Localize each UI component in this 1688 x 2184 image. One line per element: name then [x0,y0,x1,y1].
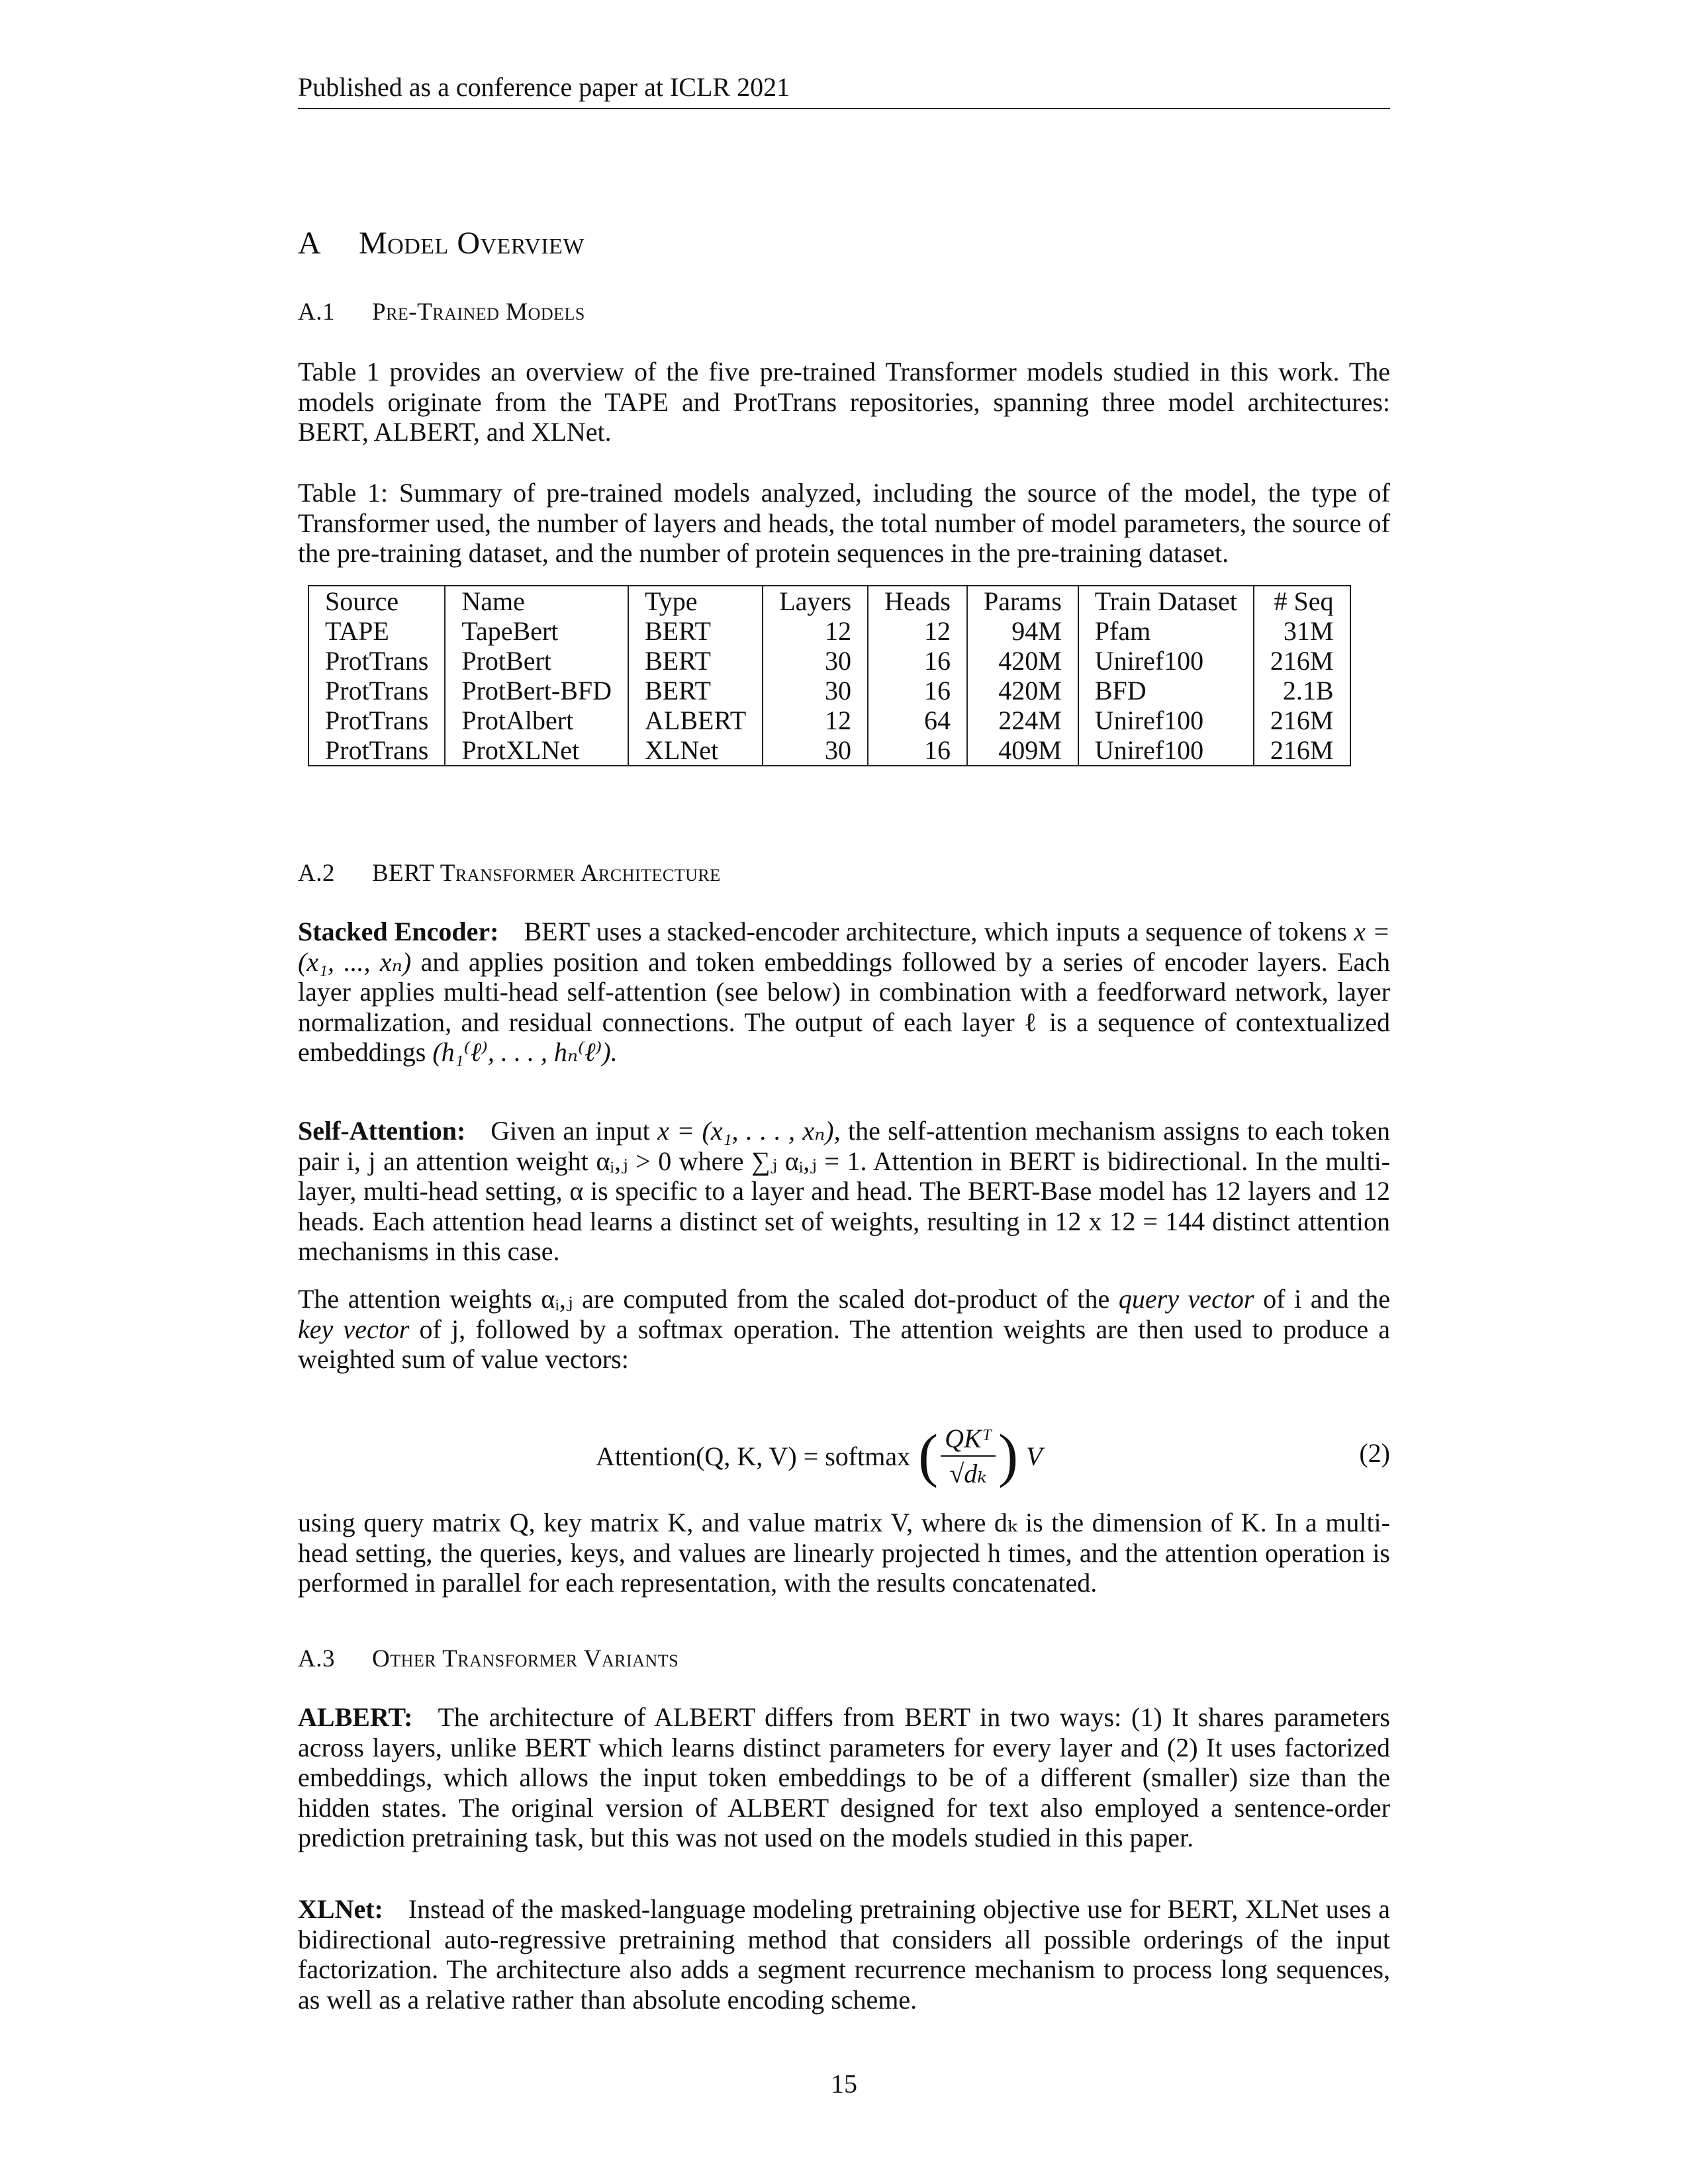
subsection-heading-a3 [298,1645,1390,1673]
table-cell: ALBERT [628,705,763,735]
paragraph-text: of j, followed by a softmax operation. The attention weights are then used to produce a weighted sum of value vectors: [298,1314,1390,1374]
table-cell: ProtTrans [325,705,429,735]
stacked-encoder-paragraph [298,917,1390,1068]
subsection-title: Other Transformer Variants [372,1645,679,1672]
attention-weights-block [298,1284,1390,1375]
equation-rhs: V [1026,1441,1043,1471]
subsection-heading-a2 [298,859,1390,887]
table-header-row [308,586,1350,616]
math-inline: x = (x₁, ..., xₙ) [298,917,1391,977]
math-inline: (h₁⁽ℓ⁾, . . . , hₙ⁽ℓ⁾). [432,1037,618,1067]
table-cell: Pfam [1078,616,1254,646]
after-equation-paragraph: using query matrix Q, key matrix K, and value matrix V, where dₖ is the dimension of K. In a multi-head setting, the queries, keys, and values are linearly projected h times, and the attention operation is performed in parallel for each representation, with the results concatenated. [298,1508,1390,1598]
table-cell: 16 [868,676,967,705]
equation-lhs: Attention(Q, K, V) = softmax [596,1441,911,1471]
paragraph-text: The attention weights αᵢ,ⱼ are computed from the scaled dot-product of the [298,1284,1110,1314]
table-header: Type [628,586,763,616]
stacked-encoder-block [298,917,1390,1068]
subsection-heading-a1 [298,298,1390,326]
table-cell: XLNet [628,735,763,766]
subsection-title: Pre-Trained Models [372,298,585,326]
equation-2 [298,1403,1390,1502]
table-cell: 94M [967,616,1078,646]
table-cell: 216M [1254,646,1350,676]
table-cell: 30 [763,735,868,766]
albert-block [298,1702,1390,1853]
table-cell: 216M [1254,705,1350,735]
subsection-number: A.1 [298,298,335,326]
albert-paragraph [298,1702,1390,1853]
paragraph-text: The architecture of ALBERT differs from BERT in two ways: (1) It shares parameters across layers, unlike BERT which learns distinct parameters for every layer and (2) It uses factorized embeddings, which allows the input token embeddings to be of a different (smaller) size than the hidden states. The original version of ALBERT designed for text also employed a sentence-order prediction pretraining task, but this was not used on the models studied in this paper. [298,1702,1390,1852]
table-header: Name [445,586,628,616]
after-equation-block [298,1508,1390,1598]
equation-number: (2) [1359,1438,1390,1468]
subsection-number: A.2 [298,860,335,887]
emphasis: key vector [298,1314,410,1344]
paragraph-text: of i and the [1263,1284,1390,1314]
table-cell: Uniref100 [1078,735,1254,766]
section-title: Model Overview [359,226,585,261]
models-table [308,585,1351,766]
emphasis: query vector [1118,1284,1254,1314]
table-cell: 12 [763,616,868,646]
equation-numerator: QKᵀ [941,1423,996,1457]
attention-weights-paragraph [298,1284,1390,1375]
table-cell: ProtTrans [325,646,429,676]
table-header: Train Dataset [1078,586,1254,616]
table-cell: ProtTrans [325,735,429,765]
table-cell: 12 [868,616,967,646]
xlnet-block [298,1894,1390,2015]
table-row [308,735,1350,766]
table-row [308,616,1350,646]
math-inline: x = (x₁, . . . , xₙ), [657,1116,841,1146]
table-cell: 409M [967,735,1078,766]
table-cell: 30 [763,646,868,676]
table-cell: ProtXLNet [445,735,628,766]
table-cell: 12 [763,705,868,735]
paragraph-text: Given an input [491,1116,650,1146]
table-cell: TapeBert [445,616,628,646]
table-cell: 420M [967,676,1078,705]
subsection-number: A.3 [298,1645,335,1672]
table-cell: 216M [1254,735,1350,766]
paragraph-text: BERT uses a stacked-encoder architecture, which inputs a sequence of tokens [524,917,1347,946]
table-cell: 224M [967,705,1078,735]
section-number: A [298,226,322,261]
paragraph-text: and applies position and token embeddings followed by a series of encoder layers. Each layer applies multi-head self-attention (see below) in combination with a feedforward network, layer normalization, and residual connections. The output of each layer ℓ is a sequence of contextualized embeddings [298,946,1391,1067]
table-header: Layers [763,586,868,616]
self-attention-block [298,1116,1390,1267]
paragraph-text: Instead of the masked-language modeling pretraining objective use for BERT, XLNet uses a bidirectional auto-regressive pretraining method that considers all possible orderings of the input factorization. The architecture also adds a segment recurrence mechanism to process long sequences, as well as a relative rather than absolute encoding scheme. [298,1894,1390,2015]
section-heading [298,225,1390,261]
table-cell: 16 [868,735,967,766]
self-attention-paragraph [298,1116,1390,1267]
equation-body [596,1423,1043,1489]
table-cell: 31M [1254,616,1350,646]
table-caption: Table 1: Summary of pre-trained models analyzed, including the source of the model, the type of Transformer used, the number of layers and heads, the total number of model parameters, the source of the pre-training dataset, and the number of protein sequences in the pre-training dataset. [298,478,1390,568]
table-cell: BERT [628,616,763,646]
equation-fraction [941,1423,996,1489]
table-cell: Uniref100 [1078,646,1254,676]
table-cell: BERT [628,646,763,676]
table-cell: Uniref100 [1078,705,1254,735]
left-paren: ( [918,1423,939,1488]
paragraph-lead: Self-Attention: [298,1116,466,1146]
a1-paragraph-block [298,357,1390,447]
table-header: # Seq [1254,586,1350,616]
table-cell: 2.1B [1254,676,1350,705]
table-cell: 16 [868,646,967,676]
table-cell: ProtBert-BFD [445,676,628,705]
table-header: Source [325,586,399,616]
a1-paragraph: Table 1 provides an overview of the five pre-trained Transformer models studied in this work. The models originate from the TAPE and ProtTrans repositories, spanning three model architectures: BERT, ALBERT, and XLNet. [298,357,1390,447]
subsection-title: BERT Transformer Architecture [372,860,721,887]
page-number: 15 [831,2069,857,2099]
table-row [308,646,1350,676]
table-cell: ProtBert [445,646,628,676]
table-cell: ProtTrans [325,676,429,705]
xlnet-paragraph [298,1894,1390,2015]
table-cell: BERT [628,676,763,705]
running-head: Published as a conference paper at ICLR 2021 [298,71,1390,109]
table-cell: ProtAlbert [445,705,628,735]
table-header: Params [967,586,1078,616]
table-header: Heads [868,586,967,616]
paragraph-text: the self-attention mechanism assigns to each token pair i, j an attention weight αᵢ,ⱼ > 0 where ∑ⱼ αᵢ,ⱼ = 1. Attention in BERT is bidirectional. In the multi-layer, multi-head setting, α is specific to a layer and head. The BERT-Base model has 12 layers and 12 heads. Each attention head learns a distinct set of weights, resulting in 12 x 12 = 144 distinct attention mechanisms in this case. [298,1116,1390,1266]
paragraph-lead: ALBERT: [298,1702,413,1732]
table-row [308,676,1350,705]
table-cell: 64 [868,705,967,735]
table-cell: 30 [763,676,868,705]
table-row [308,705,1350,735]
table-cell: TAPE [325,616,389,646]
right-paren: ) [998,1423,1019,1488]
paragraph-lead: XLNet: [298,1894,383,1924]
table-cell: 420M [967,646,1078,676]
table-cell: BFD [1078,676,1254,705]
paragraph-lead: Stacked Encoder: [298,917,499,946]
equation-denominator: √dₖ [949,1459,987,1488]
